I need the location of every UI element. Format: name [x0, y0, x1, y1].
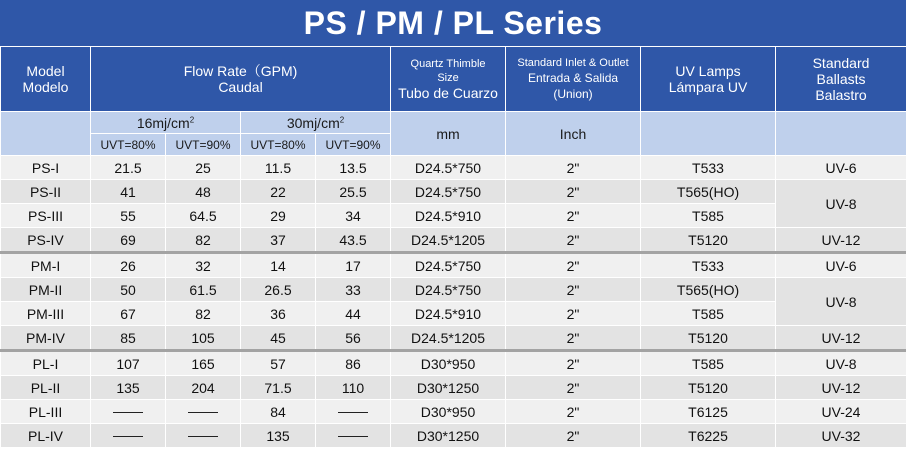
cell-f16-80: [91, 424, 166, 448]
cell-quartz: D24.5*750: [391, 156, 506, 180]
cell-f16-80: 26: [91, 253, 166, 278]
cell-model: PM-II: [1, 278, 91, 302]
cell-model: PM-IV: [1, 326, 91, 351]
header-inlet: [506, 47, 641, 112]
header-ballasts-l3: Balastro: [815, 87, 867, 103]
table-row: [1, 424, 906, 448]
cell-ballast: UV-8: [776, 180, 906, 228]
cell-quartz: D24.5*750: [391, 278, 506, 302]
table-body: [1, 156, 906, 448]
dash-mark: [188, 436, 218, 437]
cell-f30-90: 17: [316, 253, 391, 278]
cell-inlet: 2": [506, 326, 641, 351]
dash-mark: [338, 412, 368, 413]
header-flow-rate: [91, 47, 391, 112]
cell-f30-90: 34: [316, 204, 391, 228]
cell-lamp: T585: [641, 302, 776, 326]
cell-ballast: UV-12: [776, 326, 906, 351]
header-lamps-blank: [641, 112, 776, 156]
cell-f16-80: 69: [91, 228, 166, 253]
header-quartz-es: Tubo de Cuarzo: [398, 85, 498, 101]
cell-lamp: T533: [641, 253, 776, 278]
dash-mark: [113, 412, 143, 413]
cell-quartz: D30*950: [391, 400, 506, 424]
cell-f16-90: 82: [166, 302, 241, 326]
cell-ballast: UV-12: [776, 228, 906, 253]
cell-model: PL-I: [1, 351, 91, 376]
cell-lamp: T585: [641, 204, 776, 228]
cell-f30-80: 29: [241, 204, 316, 228]
cell-quartz: D24.5*750: [391, 180, 506, 204]
dose-16-label: 16mj/cm: [136, 114, 190, 131]
cell-model: PS-IV: [1, 228, 91, 253]
table-row: [1, 400, 906, 424]
cell-f16-80: 135: [91, 376, 166, 400]
cell-ballast: UV-8: [776, 351, 906, 376]
cell-inlet: 2": [506, 351, 641, 376]
cell-f16-80: 55: [91, 204, 166, 228]
cell-lamp: T585: [641, 351, 776, 376]
cell-f30-90: [316, 400, 391, 424]
cell-lamp: T565(HO): [641, 278, 776, 302]
cell-f16-90: 165: [166, 351, 241, 376]
dash-mark: [338, 436, 368, 437]
header-dose-30: [241, 112, 391, 134]
cell-f16-80: 67: [91, 302, 166, 326]
cell-f30-90: 44: [316, 302, 391, 326]
cell-f16-80: 41: [91, 180, 166, 204]
cell-lamp: T6225: [641, 424, 776, 448]
cell-f30-80: 37: [241, 228, 316, 253]
cell-f16-90: 32: [166, 253, 241, 278]
header-ballasts: [776, 47, 906, 112]
header-flow-es: Caudal: [218, 79, 263, 95]
cell-ballast: UV-6: [776, 253, 906, 278]
header-uvt-16-80: UVT=80%: [91, 134, 166, 156]
cell-f30-90: 13.5: [316, 156, 391, 180]
cell-f30-80: 57: [241, 351, 316, 376]
header-ballasts-l1: Standard: [812, 55, 870, 71]
cell-model: PM-III: [1, 302, 91, 326]
header-model-es: Modelo: [22, 79, 69, 95]
cell-f30-80: 71.5: [241, 376, 316, 400]
table-row: [1, 376, 906, 400]
cell-f16-80: 50: [91, 278, 166, 302]
cell-f30-90: 43.5: [316, 228, 391, 253]
cell-ballast: UV-24: [776, 400, 906, 424]
cell-quartz: D30*1250: [391, 376, 506, 400]
header-quartz-en: Quartz Thimble: [410, 58, 486, 70]
table-row: [1, 253, 906, 278]
cell-ballast: UV-6: [776, 156, 906, 180]
cell-lamp: T5120: [641, 376, 776, 400]
header-quartz-size: Size: [437, 72, 459, 84]
table-row: [1, 302, 906, 326]
cell-f16-80: 107: [91, 351, 166, 376]
cell-f16-90: 61.5: [166, 278, 241, 302]
cell-inlet: 2": [506, 302, 641, 326]
dose-30-sup: 2: [339, 114, 345, 124]
cell-f30-80: 14: [241, 253, 316, 278]
cell-quartz: D24.5*910: [391, 302, 506, 326]
cell-inlet: 2": [506, 228, 641, 253]
table-row: [1, 156, 906, 180]
cell-f30-90: 110: [316, 376, 391, 400]
header-model-blank: [1, 112, 91, 156]
cell-quartz: D24.5*750: [391, 253, 506, 278]
cell-f30-90: 33: [316, 278, 391, 302]
cell-inlet: 2": [506, 204, 641, 228]
dash-mark: [113, 436, 143, 437]
cell-ballast: UV-12: [776, 376, 906, 400]
cell-inlet: 2": [506, 253, 641, 278]
header-unit-mm: mm: [391, 112, 506, 156]
cell-quartz: D24.5*1205: [391, 326, 506, 351]
header-lamps-en: UV Lamps: [675, 63, 741, 79]
cell-f16-90: 64.5: [166, 204, 241, 228]
cell-model: PS-I: [1, 156, 91, 180]
header-flow-en: Flow Rate（GPM): [183, 63, 298, 79]
header-row-main: [1, 47, 906, 112]
cell-f16-80: 21.5: [91, 156, 166, 180]
table-row: [1, 326, 906, 351]
dash-mark: [188, 412, 218, 413]
cell-f16-90: 25: [166, 156, 241, 180]
cell-model: PL-II: [1, 376, 91, 400]
header-quartz: [391, 47, 506, 112]
cell-model: PM-I: [1, 253, 91, 278]
cell-inlet: 2": [506, 156, 641, 180]
header-uvt-30-80: UVT=80%: [241, 134, 316, 156]
cell-lamp: T5120: [641, 326, 776, 351]
cell-f30-90: [316, 424, 391, 448]
header-model: [1, 47, 91, 112]
cell-f30-80: 11.5: [241, 156, 316, 180]
table-row: [1, 180, 906, 204]
cell-f16-90: 105: [166, 326, 241, 351]
header-inlet-union: (Union): [553, 87, 593, 101]
cell-f16-90: [166, 424, 241, 448]
cell-f30-90: 56: [316, 326, 391, 351]
header-inlet-en: Standard Inlet & Outlet: [517, 57, 629, 69]
cell-quartz: D24.5*910: [391, 204, 506, 228]
cell-lamp: T5120: [641, 228, 776, 253]
header-unit-inch: Inch: [506, 112, 641, 156]
header-dose-16: [91, 112, 241, 134]
cell-inlet: 2": [506, 400, 641, 424]
cell-ballast: UV-8: [776, 278, 906, 326]
cell-f16-80: 85: [91, 326, 166, 351]
cell-lamp: T565(HO): [641, 180, 776, 204]
header-uvt-16-90: UVT=90%: [166, 134, 241, 156]
cell-inlet: 2": [506, 424, 641, 448]
cell-f30-80: 36: [241, 302, 316, 326]
cell-inlet: 2": [506, 278, 641, 302]
cell-model: PS-II: [1, 180, 91, 204]
spec-table: [0, 46, 906, 448]
page-title: PS / PM / PL Series: [0, 0, 906, 47]
cell-f16-90: 48: [166, 180, 241, 204]
table-row: [1, 204, 906, 228]
header-lamps-es: Lámpara UV: [668, 79, 748, 95]
cell-f16-90: [166, 400, 241, 424]
cell-quartz: D30*950: [391, 351, 506, 376]
cell-f30-90: 86: [316, 351, 391, 376]
header-uvt-30-90: UVT=90%: [316, 134, 391, 156]
cell-f16-80: [91, 400, 166, 424]
header-inlet-es: Entrada & Salida: [527, 71, 619, 85]
cell-f30-80: 135: [241, 424, 316, 448]
cell-lamp: T6125: [641, 400, 776, 424]
table-row: [1, 278, 906, 302]
cell-f30-90: 25.5: [316, 180, 391, 204]
cell-f30-80: 26.5: [241, 278, 316, 302]
cell-f30-80: 45: [241, 326, 316, 351]
cell-f16-90: 204: [166, 376, 241, 400]
cell-ballast: UV-32: [776, 424, 906, 448]
cell-f30-80: 84: [241, 400, 316, 424]
cell-model: PL-IV: [1, 424, 91, 448]
cell-inlet: 2": [506, 376, 641, 400]
cell-quartz: D30*1250: [391, 424, 506, 448]
header-ballasts-l2: Ballasts: [816, 71, 866, 87]
cell-f16-90: 82: [166, 228, 241, 253]
dose-30-label: 30mj/cm: [286, 114, 340, 131]
header-ballasts-blank: [776, 112, 906, 156]
dose-16-sup: 2: [189, 114, 195, 124]
table-row: [1, 228, 906, 253]
cell-quartz: D24.5*1205: [391, 228, 506, 253]
cell-model: PL-III: [1, 400, 91, 424]
cell-lamp: T533: [641, 156, 776, 180]
header-lamps: [641, 47, 776, 112]
cell-inlet: 2": [506, 180, 641, 204]
cell-model: PS-III: [1, 204, 91, 228]
cell-f30-80: 22: [241, 180, 316, 204]
header-row-dose: [1, 112, 906, 134]
table-row: [1, 351, 906, 376]
header-model-en: Model: [26, 63, 65, 79]
